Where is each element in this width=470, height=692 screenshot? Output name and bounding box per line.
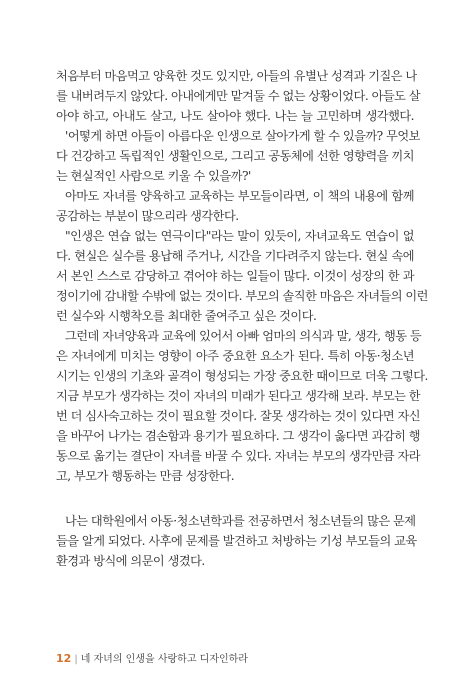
- body-text: [56, 66, 428, 571]
- page-number: 12: [56, 652, 72, 665]
- text-line: '어떻게 하면 아들이 아름다운 인생으로 살아가게 할 수 있을까? 무엇보: [65, 129, 420, 143]
- text-line: "인생은 연습 없는 연극이다"라는 말이 있듯이, 자녀교육도 연습이 없: [65, 229, 414, 243]
- text-line: 정이기에 감내할 수밖에 없는 것이다. 부모의 솔직한 마음은 자녀들의 이런: [56, 289, 428, 303]
- text-line: 은 자녀에게 미치는 영향이 아주 중요한 요소가 된다. 특히 아동·청소년: [56, 349, 414, 363]
- footer-separator: |: [74, 654, 78, 665]
- running-title: 네 자녀의 인생을 사랑하고 디자인하라: [80, 654, 248, 665]
- text-line: 는 현실적인 사람으로 키울 수 있을까?': [56, 169, 251, 183]
- text-line: 공감하는 부분이 많으리라 생각한다.: [56, 209, 239, 223]
- text-line: 다 건강하고 독립적인 생활인으로, 그리고 공동체에 선한 영향력을 끼치: [56, 149, 414, 163]
- text-line: 들을 알게 되었다. 사후에 문제를 발견하고 처방하는 기성 부모들의 교육: [56, 534, 417, 548]
- text-line: 번 더 심사숙고하는 것이 필요할 것이다. 잘못 생각하는 것이 있다면 자신: [56, 409, 421, 423]
- text-line: 서 본인 스스로 감당하고 겪어야 하는 일들이 많다. 이것이 성장의 한 과: [56, 269, 414, 283]
- text-line: 아야 하고, 아내도 살고, 나도 살아야 했다. 나는 늘 고민하며 생각했다.: [56, 109, 414, 123]
- text-line: 동으로 옮기는 결단이 자녀를 바꿀 수 있다. 자녀는 부모의 생각만큼 자라: [56, 449, 421, 463]
- text-line: 그런데 자녀양육과 교육에 있어서 아빠 엄마의 의식과 말, 생각, 행동 등: [65, 329, 422, 343]
- text-line: 를 내버려두지 않았다. 아내에게만 맡겨둘 수 없는 상황이었다. 아들도 살: [56, 89, 421, 103]
- page-footer: [56, 652, 248, 667]
- text-line: 나는 대학원에서 아동·청소년학과를 전공하면서 청소년들의 많은 문제: [65, 514, 416, 528]
- text-line: 을 바꾸어 나가는 겸손함과 용기가 필요하다. 그 생각이 옳다면 과감히 행: [56, 429, 421, 443]
- text-line: 환경과 방식에 의문이 생겼다.: [56, 554, 205, 568]
- text-line: 런 실수와 시행착오를 최대한 줄여주고 싶은 것이다.: [56, 309, 317, 323]
- text-line: 처음부터 마음먹고 양육한 것도 있지만, 아들의 유별난 성격과 기질은 나: [56, 69, 417, 83]
- section-break: [56, 486, 414, 511]
- text-line: 아마도 자녀를 양육하고 교육하는 부모들이라면, 이 책의 내용에 함께: [65, 189, 414, 203]
- text-line: 시기는 인생의 기초와 골격이 형성되는 가장 중요한 때이므로 더욱 그렇다.: [56, 369, 428, 383]
- text-line: 다. 현실은 실수를 용납해 주거나, 시간을 기다려주지 않는다. 현실 속에: [56, 249, 414, 263]
- text-line: 고, 부모가 행동하는 만큼 성장한다.: [56, 469, 235, 483]
- text-line: 지금 부모가 생각하는 것이 자녀의 미래가 된다고 생각해 보라. 부모는 한: [56, 389, 421, 403]
